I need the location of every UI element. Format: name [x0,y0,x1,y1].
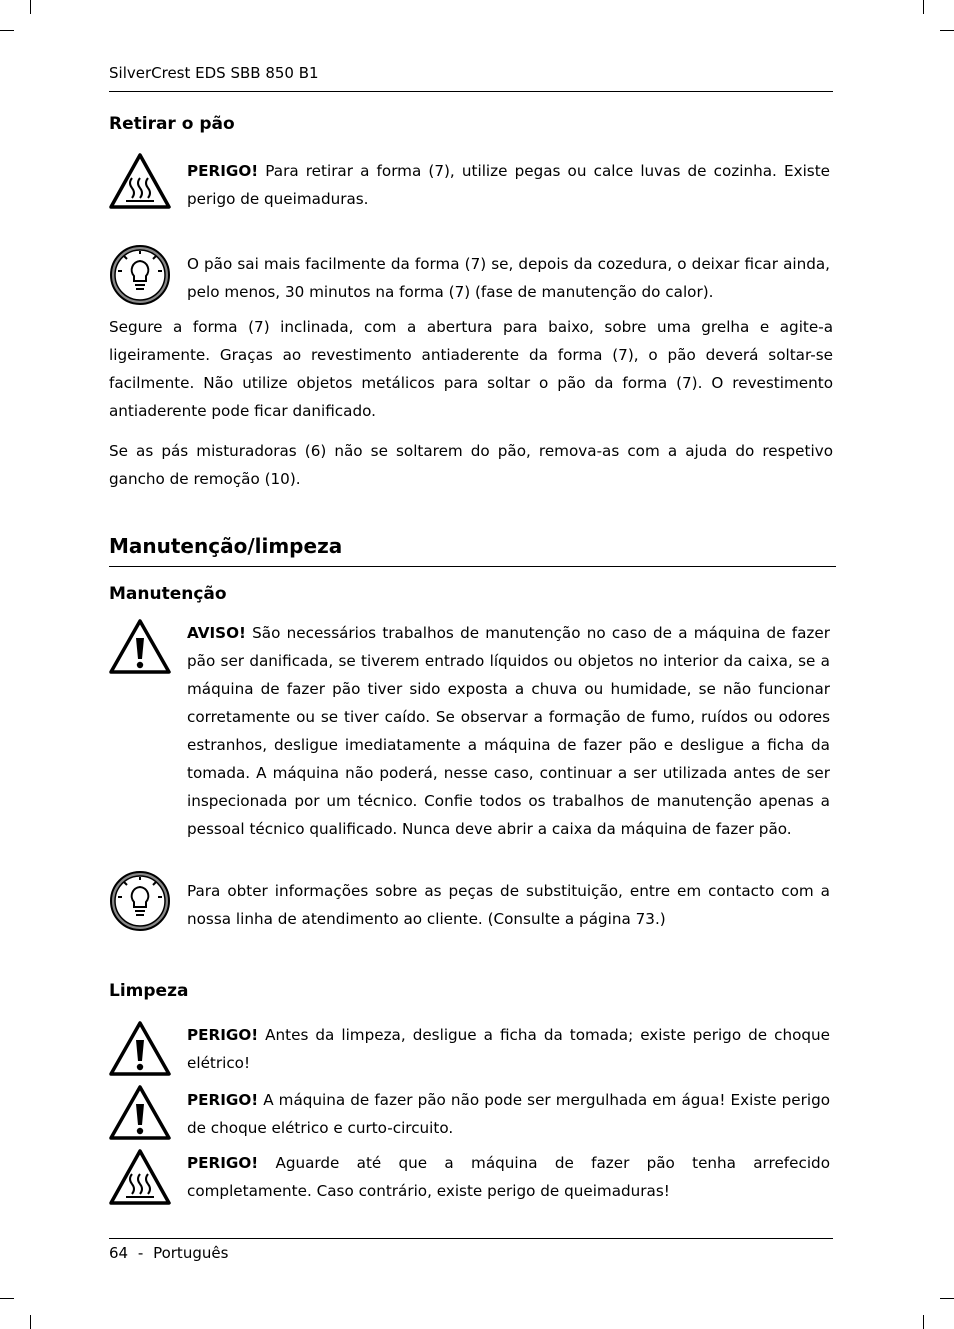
crop-mark [0,1298,14,1299]
exclamation-warning-icon [108,1084,172,1141]
danger-label: PERIGO! [187,1154,259,1172]
exclamation-warning-icon [108,618,172,675]
exclamation-warning-icon [108,1020,172,1077]
crop-mark [923,1315,924,1329]
header-rule [109,91,833,92]
section-rule [109,566,836,567]
crop-mark [923,0,924,14]
tip-note-spare-parts: Para obter informações sobre as peças de substituição, entre em contacto com a nossa linha de atendimento ao cliente. (Consulte a página 73.) [187,882,830,928]
lightbulb-tip-icon [108,870,172,932]
crop-mark [30,1315,31,1329]
danger-note-hot-form [187,157,830,213]
hot-surface-warning-icon [108,1148,172,1206]
danger-note-unplug [187,1021,830,1077]
crop-mark [940,30,954,31]
danger-text: Aguarde até que a máquina de fazer pão tenha arrefecido completamente. Caso contrário, existe perigo de queimaduras! [187,1154,830,1200]
subheading-limpeza: Limpeza [109,981,189,1001]
danger-note-cooling [187,1149,830,1205]
danger-text: A máquina de fazer pão não pode ser mergulhada em água! Existe perigo de choque elétrico e curto-circuito. [187,1091,830,1137]
danger-label: PERIGO! [187,1091,259,1109]
document-header-title: SilverCrest EDS SBB 850 B1 [109,64,319,82]
danger-text: Para retirar a forma (7), utilize pegas ou calce luvas de cozinha. Existe perigo de queimaduras. [187,162,830,208]
footer-rule [109,1238,833,1239]
warning-text: São necessários trabalhos de manutenção no caso de a máquina de fazer pão ser danificada, se tiverem entrado líquidos ou objetos no interior da caixa, se a máquina de fazer pão tiver sido exposta a chuva ou humidade, se não funcionar corretamente ou se tiver caído. Se observar a formação de fumo, ruídos ou odores estranhos, desligue imediatamente a máquina de fazer pão e desligue a ficha da tomada. A máquina não poderá, nesse caso, continuar a ser utilizada antes de ser inspecionada por um técnico. Confie todos os trabalhos de manutenção apenas a pessoal técnico qualificado. Nunca deve abrir a caixa da máquina de fazer pão. [187,624,830,838]
danger-label: PERIGO! [187,162,259,180]
paragraph-remove-bread: Segure a forma (7) inclinada, com a abertura para baixo, sobre uma grelha e agite-a ligeiramente. Graças ao revestimento antiaderente da forma (7), o pão deverá soltar-se facilmente. Não utilize objetos metálicos para soltar o pão da forma (7). O revestimento antiaderente pode ficar danificado. [109,318,833,420]
danger-label: PERIGO! [187,1026,259,1044]
section-heading-manutencao-limpeza: Manutenção/limpeza [109,534,343,558]
hot-surface-warning-icon [108,152,172,210]
tip-note-resting: O pão sai mais facilmente da forma (7) se, depois da cozedura, o deixar ficar ainda, pelo menos, 30 minutos na forma (7) (fase de manutenção do calor). [187,255,830,301]
footer-separator: - [137,1244,144,1262]
warning-label: AVISO! [187,624,246,642]
crop-mark [30,0,31,14]
crop-mark [940,1298,954,1299]
section-heading-retirar: Retirar o pão [109,114,235,134]
lightbulb-tip-icon [108,244,172,306]
danger-note-water [187,1086,830,1142]
paragraph-mixing-paddles: Se as pás misturadoras (6) não se soltarem do pão, remova-as com a ajuda do respetivo gancho de remoção (10). [109,442,833,488]
page-number: 64 [109,1244,129,1262]
page-footer [109,1244,228,1262]
warning-note-maintenance [187,619,830,843]
danger-text: Antes da limpeza, desligue a ficha da tomada; existe perigo de choque elétrico! [187,1026,830,1072]
subheading-manutencao: Manutenção [109,584,227,604]
footer-language: Português [153,1244,229,1262]
crop-mark [0,30,14,31]
